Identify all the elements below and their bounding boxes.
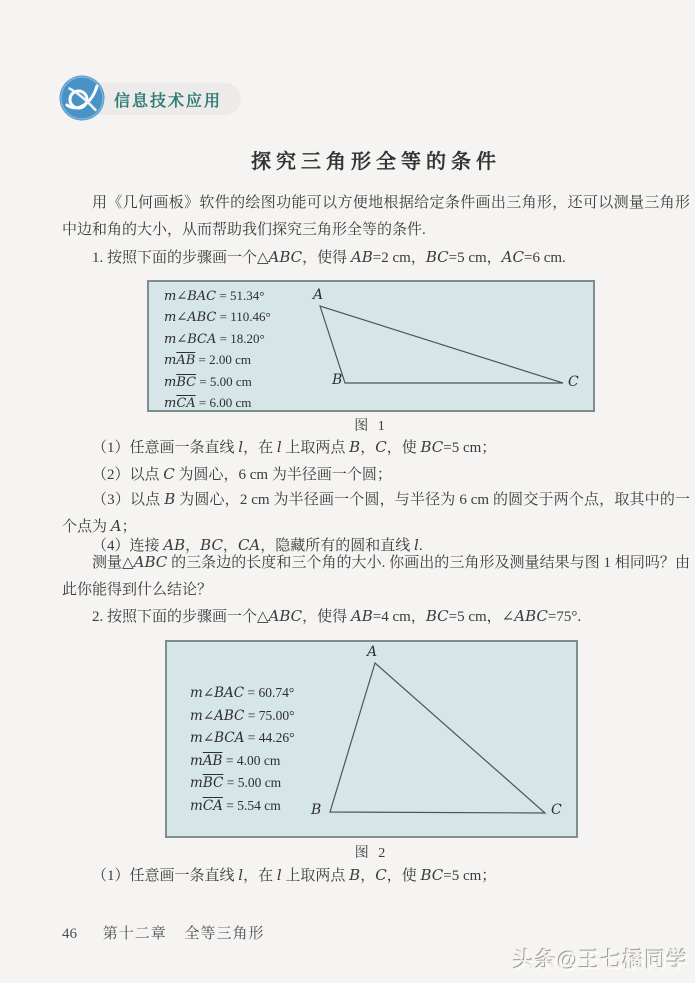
vertex-label-a: A <box>367 644 378 660</box>
measurement-line: m∠ABC = 75.00° <box>190 707 295 724</box>
chapter-label: 第十二章 <box>102 926 167 942</box>
item-1: 1. 按照下面的步骤画一个△ABC，使得 AB=2 cm，BC=5 cm，AC=6 cm. <box>92 248 566 266</box>
measurement-line: $m\overline{CA} = 5.54$ cm <box>190 797 281 814</box>
vertex-label-c: C <box>551 802 562 818</box>
step-1: （1）任意画一条直线 l，在 l 上取两点 B，C，使 BC=5 cm； <box>92 438 497 456</box>
triangle-abc-drawing <box>167 642 576 836</box>
triangle-abc-drawing <box>149 282 593 410</box>
measure-paragraph: 测量△ABC 的三条边的长度和三个角的大小. 你画出的三角形及测量结果与图 1 相同吗？由此你能得到什么结论？ <box>62 553 690 598</box>
vertex-label-b: B <box>311 802 322 818</box>
measurement-line: $m\overline{AB} = 2.00$ cm <box>164 352 251 369</box>
section-badge <box>58 74 258 122</box>
vertex-label-c: C <box>568 374 579 390</box>
measurement-line: m∠BCA = 18.20° <box>164 330 265 347</box>
figure-2-caption: 图 2 <box>354 846 389 861</box>
item-2: 2. 按照下面的步骤画一个△ABC，使得 AB=4 cm，BC=5 cm，∠ABC=75°. <box>92 607 582 625</box>
measurement-line: m∠BAC = 60.74° <box>190 685 295 701</box>
page-title: 探究三角形全等的条件 <box>251 151 501 173</box>
vertex-label-a: A <box>313 287 324 303</box>
measurement-line: $m\overline{BC} = 5.00$ cm <box>190 775 282 792</box>
step-4: （4）连接 AB，BC，CA，隐藏所有的圆和直线 l. <box>92 536 423 554</box>
measurement-line: m∠BCA = 44.26° <box>190 730 295 747</box>
chapter-title: 全等三角形 <box>184 926 265 942</box>
badge-label: 信息技术应用 <box>114 93 223 110</box>
measurement-line: $m\overline{BC} = 5.00$ cm <box>164 373 252 390</box>
measurement-line: $m\overline{AB} = 4.00$ cm <box>190 752 281 769</box>
watermark: 头条@王七橘同学 <box>513 949 689 972</box>
figure-1-caption: 图 1 <box>354 419 388 434</box>
step-3: （3）以点 B 为圆心，2 cm 为半径画一个圆，与半径为 6 cm 的圆交于两个点，取其中的一个点为 A； <box>62 490 690 535</box>
figure-1-panel <box>147 280 595 412</box>
measurement-line: m∠ABC = 110.46° <box>164 309 271 326</box>
sketchpad-logo-icon <box>58 74 106 122</box>
step-1-repeat: （1）任意画一条直线 l，在 l 上取两点 B，C，使 BC=5 cm； <box>92 866 497 884</box>
vertex-label-b: B <box>332 372 343 388</box>
intro-paragraph: 用《几何画板》软件的绘图功能可以方便地根据给定条件画出三角形，还可以测量三角形中边和角的大小，从而帮助我们探究三角形全等的条件. <box>62 195 690 238</box>
measurement-line: m∠BAC = 51.34° <box>164 288 265 304</box>
page-footer <box>62 922 265 943</box>
page-number: 46 <box>62 926 77 942</box>
step-2: （2）以点 C 为圆心，6 cm 为半径画一个圆； <box>92 465 392 483</box>
measurement-line: $m\overline{CA} = 6.00$ cm <box>164 394 252 411</box>
figure-2-panel <box>165 640 578 838</box>
